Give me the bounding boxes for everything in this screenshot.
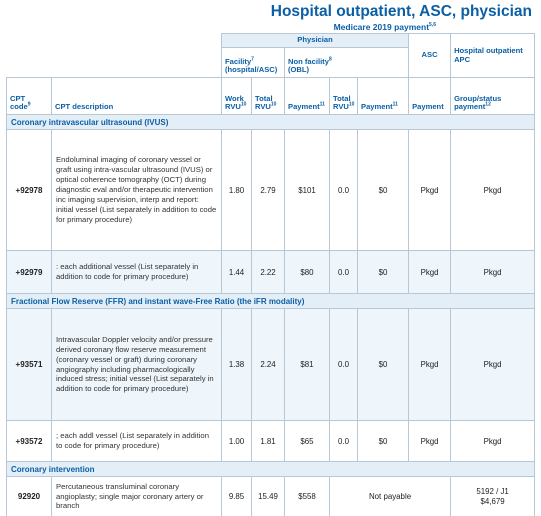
cpt-code: +93572 [7,421,52,462]
header-nonfacility [285,48,409,78]
total-rvu-nonfacility: 0.0 [330,421,358,462]
subtitle-footnote: 5,6 [429,22,436,29]
section-title-ivus: Coronary intravascular ultrasound (IVUS) [7,115,535,130]
facility-footnote: 7 [251,56,254,63]
hopd-payment: Pkgd [451,130,535,251]
not-payable: Not payable [330,477,451,516]
payment-nonfac-footnote: 11 [392,101,398,108]
total-rvu-nonfacility: 0.0 [330,309,358,421]
total-rvu-nonfacility: 0.0 [330,130,358,251]
cpt-description: : each additional vessel (List separately in addition to code for primary procedure) [52,251,222,294]
apc-payment: $4,679 [480,496,505,506]
payment-table [6,33,535,516]
payment-nonfacility: $0 [358,251,409,294]
payment-fac-label: Payment [288,102,320,112]
header-payment-facility [285,78,330,115]
header-asc: ASC [409,34,451,78]
header-cpt-code: CPT code$^9$ [7,78,52,115]
work-rvu: 1.38 [222,309,252,421]
header-group-status: Group/status payment$^{12}$ [451,78,535,115]
work-rvu: 1.44 [222,251,252,294]
asc-payment: Pkgd [409,130,451,251]
payment-nonfacility: $0 [358,421,409,462]
header-total-rvu-nonfacility: Total RVU$^{10}$ [330,78,358,115]
subtitle-text: Medicare 2019 payment [333,22,430,32]
header-hopd: Hospital outpatient APC [451,34,535,78]
cpt-description: Percutaneous transluminal coronary angioplasty; single major coronary artery or branch [52,477,222,516]
total-rvu-nonfac-footnote: 10 [348,101,355,108]
payment-facility: $80 [285,251,330,294]
total-rvu-nonfacility: 0.0 [330,251,358,294]
payment-facility: $65 [285,421,330,462]
cpt-code-footnote: 9 [27,101,31,108]
cpt-code-label: code [10,102,28,112]
work-rvu-footnote: 10 [240,101,247,108]
hopd-payment: Pkgd [451,309,535,421]
work-rvu: 9.85 [222,477,252,516]
section-title-ffr: Fractional Flow Reserve (FFR) and instant wave-Free Ratio (the iFR modality) [7,294,535,309]
nonfacility-footnote: 8 [328,56,332,63]
total-rvu-facility: 2.24 [252,309,285,421]
payment-nonfacility: $0 [358,130,409,251]
facility-sublabel: (hospital/ASC) [225,65,278,75]
payment-facility: $81 [285,309,330,421]
cpt-code: 92920 [7,477,52,516]
header-total-rvu-facility: Total RVU$^{10}$ [252,78,285,115]
payment-nonfac-label: Payment [361,102,393,112]
payment-facility: $101 [285,130,330,251]
facility-label: Facility [225,56,252,66]
cpt-code: +92978 [7,130,52,251]
cpt-description: Intravascular Doppler velocity and/or pressure derived coronary flow reserve measurement (coronary vessel or graft) during coronary angiography including pharmacologically induced stress; initial vessel (List separately in addition to code for primary procedure) [52,309,222,421]
header-work-rvu: Work RVU$^{10}$ [222,78,252,115]
hopd-payment: Pkgd [451,421,535,462]
asc-payment: Pkgd [409,251,451,294]
nonfacility-label: Non facility [288,56,329,66]
header-payment-nonfacility [358,78,409,115]
total-rvu-facility: 2.79 [252,130,285,251]
header-cpt-description: CPT description [52,78,222,115]
payment-fac-footnote: 11 [319,101,325,108]
nonfacility-sublabel: (OBL) [288,65,310,75]
header-facility [222,48,285,78]
cpt-code: +92979 [7,251,52,294]
total-rvu-facility: 1.81 [252,421,285,462]
cpt-description: Endoluminal imaging of coronary vessel or graft using intra-vascular ultrasound (IVUS) or optical coherence tomography (OCT) during diagnostic eval and/or therapeutic intervention inc imaging supervision, interp and report: initial vessel (List separately in addition to code for primary procedure) [52,130,222,251]
header-asc-payment: Payment [409,78,451,115]
page-subtitle [0,22,436,32]
header-blank [7,34,222,78]
total-rvu-facility: 15.49 [252,477,285,516]
total-rvu-fac-footnote: 10 [270,101,277,108]
asc-payment: Pkgd [409,309,451,421]
total-rvu-facility: 2.22 [252,251,285,294]
apc-group: 5192 / J1 [476,486,509,496]
asc-payment: Pkgd [409,421,451,462]
header-physician: Physician [222,34,409,48]
work-rvu: 1.00 [222,421,252,462]
cpt-code: +93571 [7,309,52,421]
payment-nonfacility: $0 [358,309,409,421]
page-title: Hospital outpatient, ASC, physician [270,3,532,20]
hopd-payment [451,477,535,516]
section-title-intervention: Coronary intervention [7,462,535,477]
work-rvu: 1.80 [222,130,252,251]
hopd-payment: Pkgd [451,251,535,294]
cpt-description: ; each addl vessel (List separately in addition to code for primary procedure) [52,421,222,462]
group-status-footnote: 12 [485,101,491,108]
payment-facility: $558 [285,477,330,516]
